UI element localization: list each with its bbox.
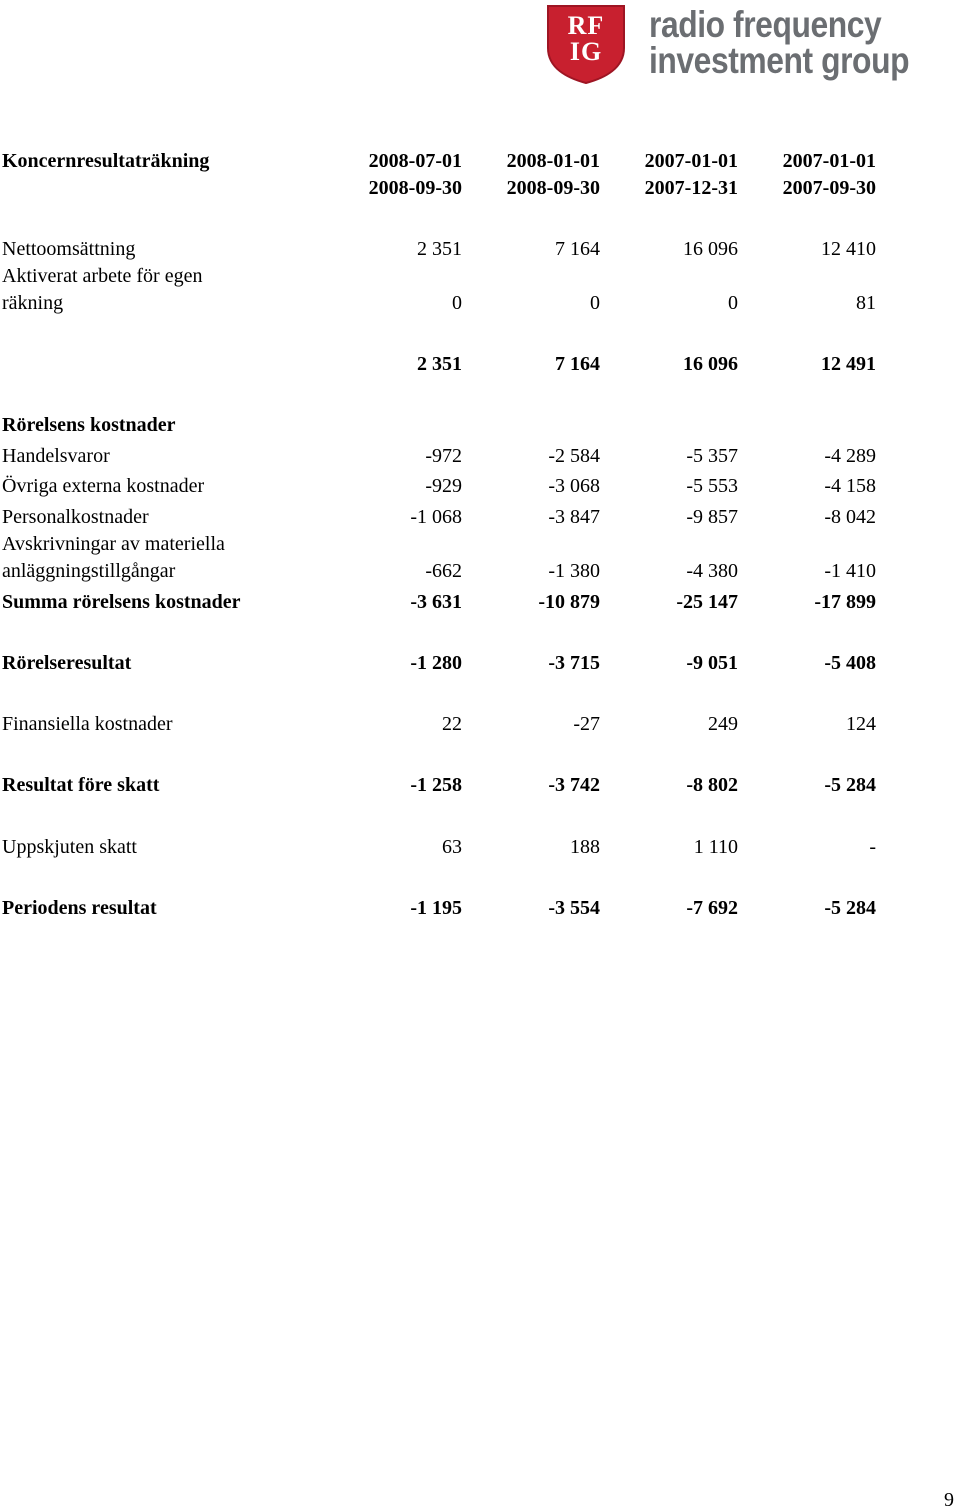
- value-cell: 0: [452, 292, 462, 314]
- row-label: Aktiverat arbete för egen: [2, 265, 203, 287]
- value-cell: -4 158: [824, 475, 876, 497]
- value-cell: 249: [708, 713, 738, 735]
- row-label: Övriga externa kostnader: [2, 475, 205, 497]
- row-label: Resultat före skatt: [2, 774, 160, 796]
- row-avskrivningar: [2, 558, 882, 584]
- value-cell: -3 068: [548, 475, 600, 497]
- value-cell: -5 408: [824, 652, 876, 674]
- period-from: 2007-01-01: [644, 150, 738, 172]
- statement-title: Koncernresultaträkning: [2, 150, 210, 172]
- page-number: 9: [944, 1489, 954, 1511]
- row-label: Rörelseresultat: [2, 652, 132, 674]
- period-from: 2008-07-01: [368, 150, 462, 172]
- value-cell: -3 554: [548, 897, 600, 919]
- value-cell: -972: [425, 445, 462, 467]
- header-row-to: [2, 175, 882, 201]
- value-cell: -17 899: [814, 591, 876, 613]
- value-cell: 0: [728, 292, 738, 314]
- section-heading: Rörelsens kostnader: [2, 414, 176, 436]
- header-row-from: [2, 148, 882, 174]
- row-ovriga-externa: [2, 473, 882, 499]
- row-label: Periodens resultat: [2, 897, 157, 919]
- value-cell: -2 584: [548, 445, 600, 467]
- logo-name-line2: investment group: [649, 40, 910, 81]
- row-uppskjuten-skatt: [2, 834, 882, 860]
- logo-name-line1: radio frequency: [649, 4, 882, 45]
- period-to: 2008-09-30: [506, 177, 600, 199]
- row-label: Personalkostnader: [2, 506, 149, 528]
- value-cell: -929: [425, 475, 462, 497]
- value-cell: 1 110: [693, 836, 738, 858]
- row-personalkostnader: [2, 504, 882, 530]
- value-cell: -27: [573, 713, 600, 735]
- period-to: 2007-12-31: [644, 177, 738, 199]
- value-cell: -5 553: [686, 475, 738, 497]
- value-cell: -1 195: [410, 897, 462, 919]
- value-cell: -7 692: [686, 897, 738, 919]
- period-from: 2008-01-01: [506, 150, 600, 172]
- value-cell: -1 280: [410, 652, 462, 674]
- row-resultat-fore-skatt: [2, 772, 882, 798]
- row-summa-intakter: [2, 351, 882, 377]
- value-cell: -4 289: [824, 445, 876, 467]
- row-aktiverat-line1: [2, 263, 882, 289]
- period-to: 2008-09-30: [368, 177, 462, 199]
- value-cell: -25 147: [676, 591, 738, 613]
- value-cell: -: [869, 836, 876, 858]
- value-cell: -3 742: [548, 774, 600, 796]
- row-nettoomsattning: [2, 236, 882, 262]
- value-cell: -1 410: [824, 560, 876, 582]
- value-cell: -3 631: [410, 591, 462, 613]
- section-heading-row: [2, 412, 882, 438]
- value-cell: -10 879: [538, 591, 600, 613]
- logo-monogram-bottom: IG: [569, 37, 603, 66]
- value-cell: 7 164: [555, 238, 600, 260]
- value-cell: -8 042: [824, 506, 876, 528]
- period-to: 2007-09-30: [782, 177, 876, 199]
- row-label: Avskrivningar av materiella: [2, 533, 225, 555]
- value-cell: -5 357: [686, 445, 738, 467]
- value-cell: -5 284: [824, 897, 876, 919]
- row-label: Finansiella kostnader: [2, 713, 173, 735]
- value-cell: 7 164: [555, 353, 600, 375]
- row-label: Handelsvaror: [2, 445, 110, 467]
- value-cell: -1 380: [548, 560, 600, 582]
- row-finansiella: [2, 711, 882, 737]
- value-cell: -9 051: [686, 652, 738, 674]
- row-handelsvaror: [2, 443, 882, 469]
- value-cell: 81: [856, 292, 876, 314]
- period-from: 2007-01-01: [782, 150, 876, 172]
- value-cell: 16 096: [683, 238, 738, 260]
- value-cell: 12 491: [821, 353, 876, 375]
- value-cell: -1 068: [410, 506, 462, 528]
- value-cell: 12 410: [821, 238, 876, 260]
- row-label: anläggningstillgångar: [2, 560, 176, 582]
- value-cell: 2 351: [417, 353, 462, 375]
- row-label: Uppskjuten skatt: [2, 836, 137, 858]
- company-logo: [545, 4, 960, 84]
- row-summa-kostnader: [2, 589, 882, 615]
- value-cell: 0: [590, 292, 600, 314]
- logo-monogram-top: RF: [567, 11, 605, 40]
- value-cell: 188: [570, 836, 600, 858]
- row-avskrivningar-line1: [2, 531, 882, 557]
- value-cell: 16 096: [683, 353, 738, 375]
- row-rorelseresultat: [2, 650, 882, 676]
- value-cell: -3 715: [548, 652, 600, 674]
- value-cell: -3 847: [548, 506, 600, 528]
- row-periodens-resultat: [2, 895, 882, 921]
- value-cell: 124: [846, 713, 876, 735]
- value-cell: -9 857: [686, 506, 738, 528]
- value-cell: 63: [442, 836, 462, 858]
- row-aktiverat: [2, 290, 882, 316]
- value-cell: -1 258: [410, 774, 462, 796]
- row-label: Nettoomsättning: [2, 238, 136, 260]
- row-label: Summa rörelsens kostnader: [2, 591, 241, 613]
- value-cell: -4 380: [686, 560, 738, 582]
- row-label: räkning: [2, 292, 64, 314]
- value-cell: 2 351: [417, 238, 462, 260]
- value-cell: 22: [442, 713, 462, 735]
- value-cell: -662: [425, 560, 462, 582]
- value-cell: -8 802: [686, 774, 738, 796]
- value-cell: -5 284: [824, 774, 876, 796]
